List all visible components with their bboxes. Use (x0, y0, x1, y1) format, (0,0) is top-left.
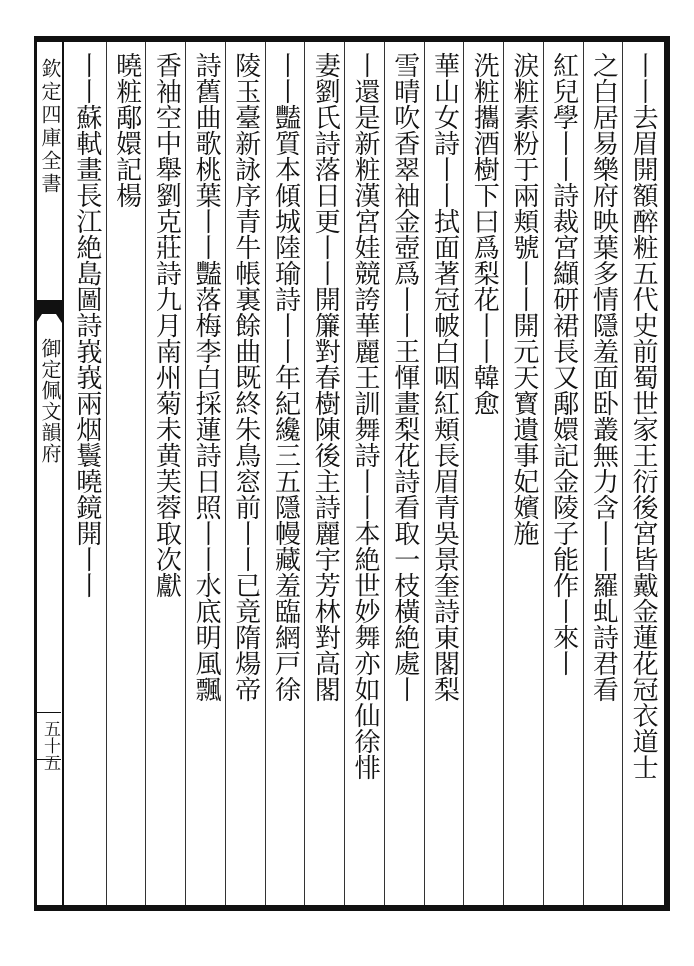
page-number-box (37, 712, 61, 760)
text-column: 丨丨豔質本傾城陸瑜詩丨丨年紀纔三五隱幔藏羞臨網戸徐 (270, 52, 301, 702)
fish-tail-mark-icon (34, 300, 64, 326)
margin-page-number: 五十五 (40, 720, 60, 771)
text-column: 華山女詩丨丨拭面著冠帔白咽紅頬長眉青吳景奎詩東閣梨 (429, 52, 460, 702)
text-column: 涙粧素粉于兩頬號丨丨開元天寳遺事妃嬪施 (508, 52, 539, 546)
text-column: 詩舊曲歌桃葉丨丨豔落梅李白採蓮詩日照丨丨水底明風飄 (191, 52, 222, 702)
text-column: 曉粧鄅嬛記楊 (111, 52, 142, 208)
column-rule (583, 42, 584, 905)
frame-bottom-border (36, 905, 670, 911)
text-column: 陵玉臺新詠序青牛帳裏餘曲既終朱鳥窓前丨丨已竟隋煬帝 (230, 52, 261, 702)
text-column: 丨丨去眉開額醉粧五代史前蜀世家王衍後宮皆戴金蓮花冠衣道士 (628, 52, 659, 780)
column-rule (503, 42, 504, 905)
margin-section-title: 御定佩文韻府 (38, 338, 62, 464)
text-column: 妻劉氏詩落日更丨丨開簾對春樹陳後主詩麗宇芳林對高閣 (310, 52, 341, 702)
text-column: 丨丨蘇軾畫長江絶島圖詩峩峩兩烟鬟曉鏡開丨丨 (71, 52, 102, 598)
column-rule (185, 42, 186, 905)
margin-divider (62, 42, 64, 905)
column-rule (225, 42, 226, 905)
column-rule (384, 42, 385, 905)
column-rule (344, 42, 345, 905)
text-column: 香袖空中舉劉克莊詩九月南州菊未黄芙蓉取次獻 (151, 52, 182, 598)
text-column: 紅兒學丨丨詩裁宮纈研裙長又鄅嬛記金陵子能作丨來丨 (548, 52, 579, 676)
column-rule (265, 42, 266, 905)
column-rule (543, 42, 544, 905)
column-rule (106, 42, 107, 905)
text-column: 雪晴吹香翠袖金壺爲丨丨王惲畫梨花詩看取一枝橫絶處丨 (389, 52, 420, 702)
text-column: 洗粧攜酒樹下曰爲梨花丨丨韓愈 (469, 52, 500, 416)
text-column: 之白居易樂府映葉多情隱羞面卧叢無力含丨丨羅虬詩君看 (588, 52, 619, 702)
column-rule (424, 42, 425, 905)
frame-right-border (664, 36, 670, 911)
frame-top-border (36, 36, 670, 42)
column-rule (622, 42, 623, 905)
column-rule (145, 42, 146, 905)
column-rule (304, 42, 305, 905)
margin-book-title: 欽定四庫全書 (38, 58, 62, 196)
text-column: 丨還是新粧漢宮娃競誇華麗王訓舞詩丨丨本絶世妙舞亦如仙徐悱 (350, 52, 380, 780)
margin-strip (36, 48, 60, 898)
column-rule (463, 42, 464, 905)
